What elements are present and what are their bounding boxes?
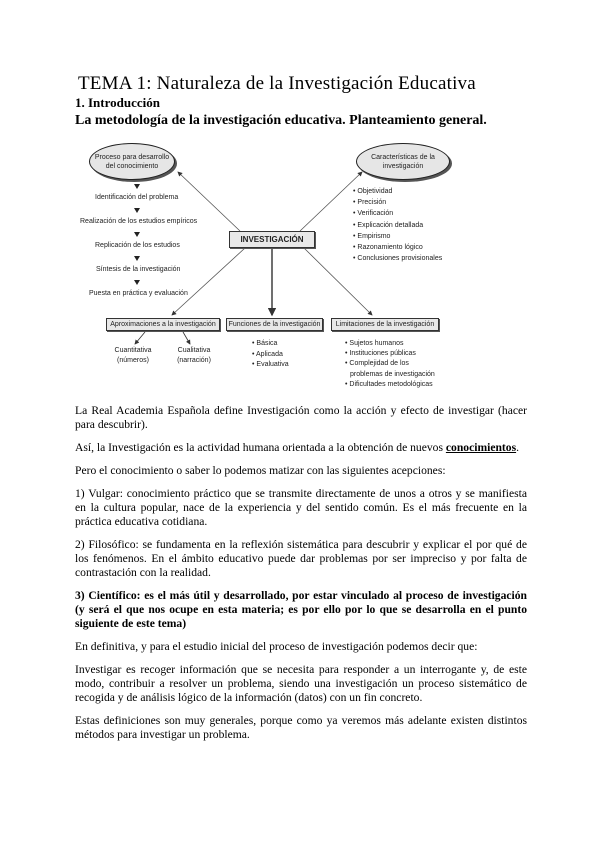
emphasized-term: conocimientos	[445, 441, 517, 454]
approach-note: (números)	[117, 357, 149, 364]
functions-box: Funciones de la investigación	[226, 318, 323, 331]
limitations-box: Limitaciones de la investigación	[331, 318, 439, 331]
approaches-box: Aproximaciones a la investigación	[106, 318, 220, 331]
approach-qualitative	[174, 346, 214, 366]
approach-quantitative	[113, 346, 153, 366]
list-item: • Evaluativa	[252, 361, 289, 368]
paragraph-text: Así, la Investigación es la actividad humana orientada a la obtención de nuevos	[75, 441, 446, 454]
list-item: • Dificultades metodológicas	[345, 380, 433, 388]
subsection-heading: La metodología de la investigación educativa. Planteamiento general.	[75, 113, 487, 128]
page-title: TEMA 1: Naturaleza de la Investigación Educativa	[78, 73, 476, 94]
process-ellipse: Proceso para desarrollo del conocimiento	[89, 143, 175, 180]
process-step: Identificación del problema	[95, 194, 179, 201]
characteristics-list	[353, 186, 442, 264]
process-step: Síntesis de la investigación	[96, 266, 181, 273]
section-heading: 1. Introducción	[75, 95, 160, 110]
diagram-connectors	[0, 0, 600, 400]
limitations-list	[345, 339, 435, 390]
concept-diagram	[0, 0, 600, 400]
paragraph-text: .	[516, 441, 519, 454]
characteristics-ellipse: Características de la investigación	[356, 143, 450, 180]
paragraph: En definitiva, y para el estudio inicial del proceso de investigación podemos decir que:	[75, 640, 478, 653]
list-item: problemas de investigación	[350, 370, 435, 378]
list-item: • Aplicada	[252, 350, 283, 358]
paragraph: La Real Academia Española define Investigación como la acción y efecto de investigar (hacer para descubrir).	[75, 404, 527, 431]
process-step: Realización de los estudios empíricos	[80, 218, 198, 225]
paragraph	[75, 441, 527, 455]
arrow-to-approaches	[172, 248, 245, 315]
functions-list	[252, 339, 289, 371]
list-item: • Instituciones públicas	[345, 350, 416, 358]
document-body	[75, 404, 527, 751]
list-item: • Objetividad	[353, 188, 393, 195]
arrow-quantitative	[135, 332, 145, 344]
investigation-box: INVESTIGACIÓN	[229, 231, 315, 248]
approach-name: Cualitativa	[177, 347, 211, 354]
paragraph: 3) Científico: es el más útil y desarrollado, por estar vinculado al proceso de investigación (y será el que nos ocupe en esta materia; es por ello por lo que se desarrolla en el punto siguiente de este tema)	[75, 589, 527, 630]
list-item: • Empirismo	[353, 232, 391, 240]
list-item: • Complejidad de los	[345, 360, 409, 368]
process-step: Puesta en práctica y evaluación	[89, 290, 188, 297]
list-item: • Verificación	[353, 210, 394, 218]
list-item: • Razonamiento lógico	[353, 244, 423, 252]
list-item: • Conclusiones provisionales	[353, 255, 443, 263]
paragraph: Pero el conocimiento o saber lo podemos matizar con las siguientes acepciones:	[75, 464, 446, 477]
list-item: • Explicación detallada	[353, 221, 424, 229]
list-item: • Sujetos humanos	[345, 340, 404, 347]
paragraph: 1) Vulgar: conocimiento práctico que se transmite directamente de unos a otros y se manifiesta en la cultura popular, nace de la experiencia y del sentido común. Es el más frecuente en la práctica educativa cotidiana.	[75, 487, 527, 528]
list-item: • Precisión	[353, 199, 387, 207]
paragraph: Estas definiciones son muy generales, porque como ya veremos más adelante existen distintos métodos para investigar un problema.	[75, 714, 527, 741]
paragraph: Investigar es recoger información que se necesita para responder a un interrogante y, de este modo, contribuir a resolver un problema, siendo una investigación un proceso sistemático de recogida y de análisis lógico de la información (datos) con un fin concreto.	[75, 663, 527, 704]
process-step: Replicación de los estudios	[95, 242, 180, 249]
approach-name: Cuantitativa	[114, 347, 152, 354]
arrow-qualitative	[183, 332, 190, 344]
list-item: • Básica	[252, 340, 278, 347]
approach-note: (narración)	[177, 357, 211, 364]
paragraph: 2) Filosófico: se fundamenta en la reflexión sistemática para descubrir y explicar el por qué de los fenómenos. En el ámbito educativo puede dar problemas por ser impreciso y por falta de contrastación con la realidad.	[75, 538, 527, 579]
